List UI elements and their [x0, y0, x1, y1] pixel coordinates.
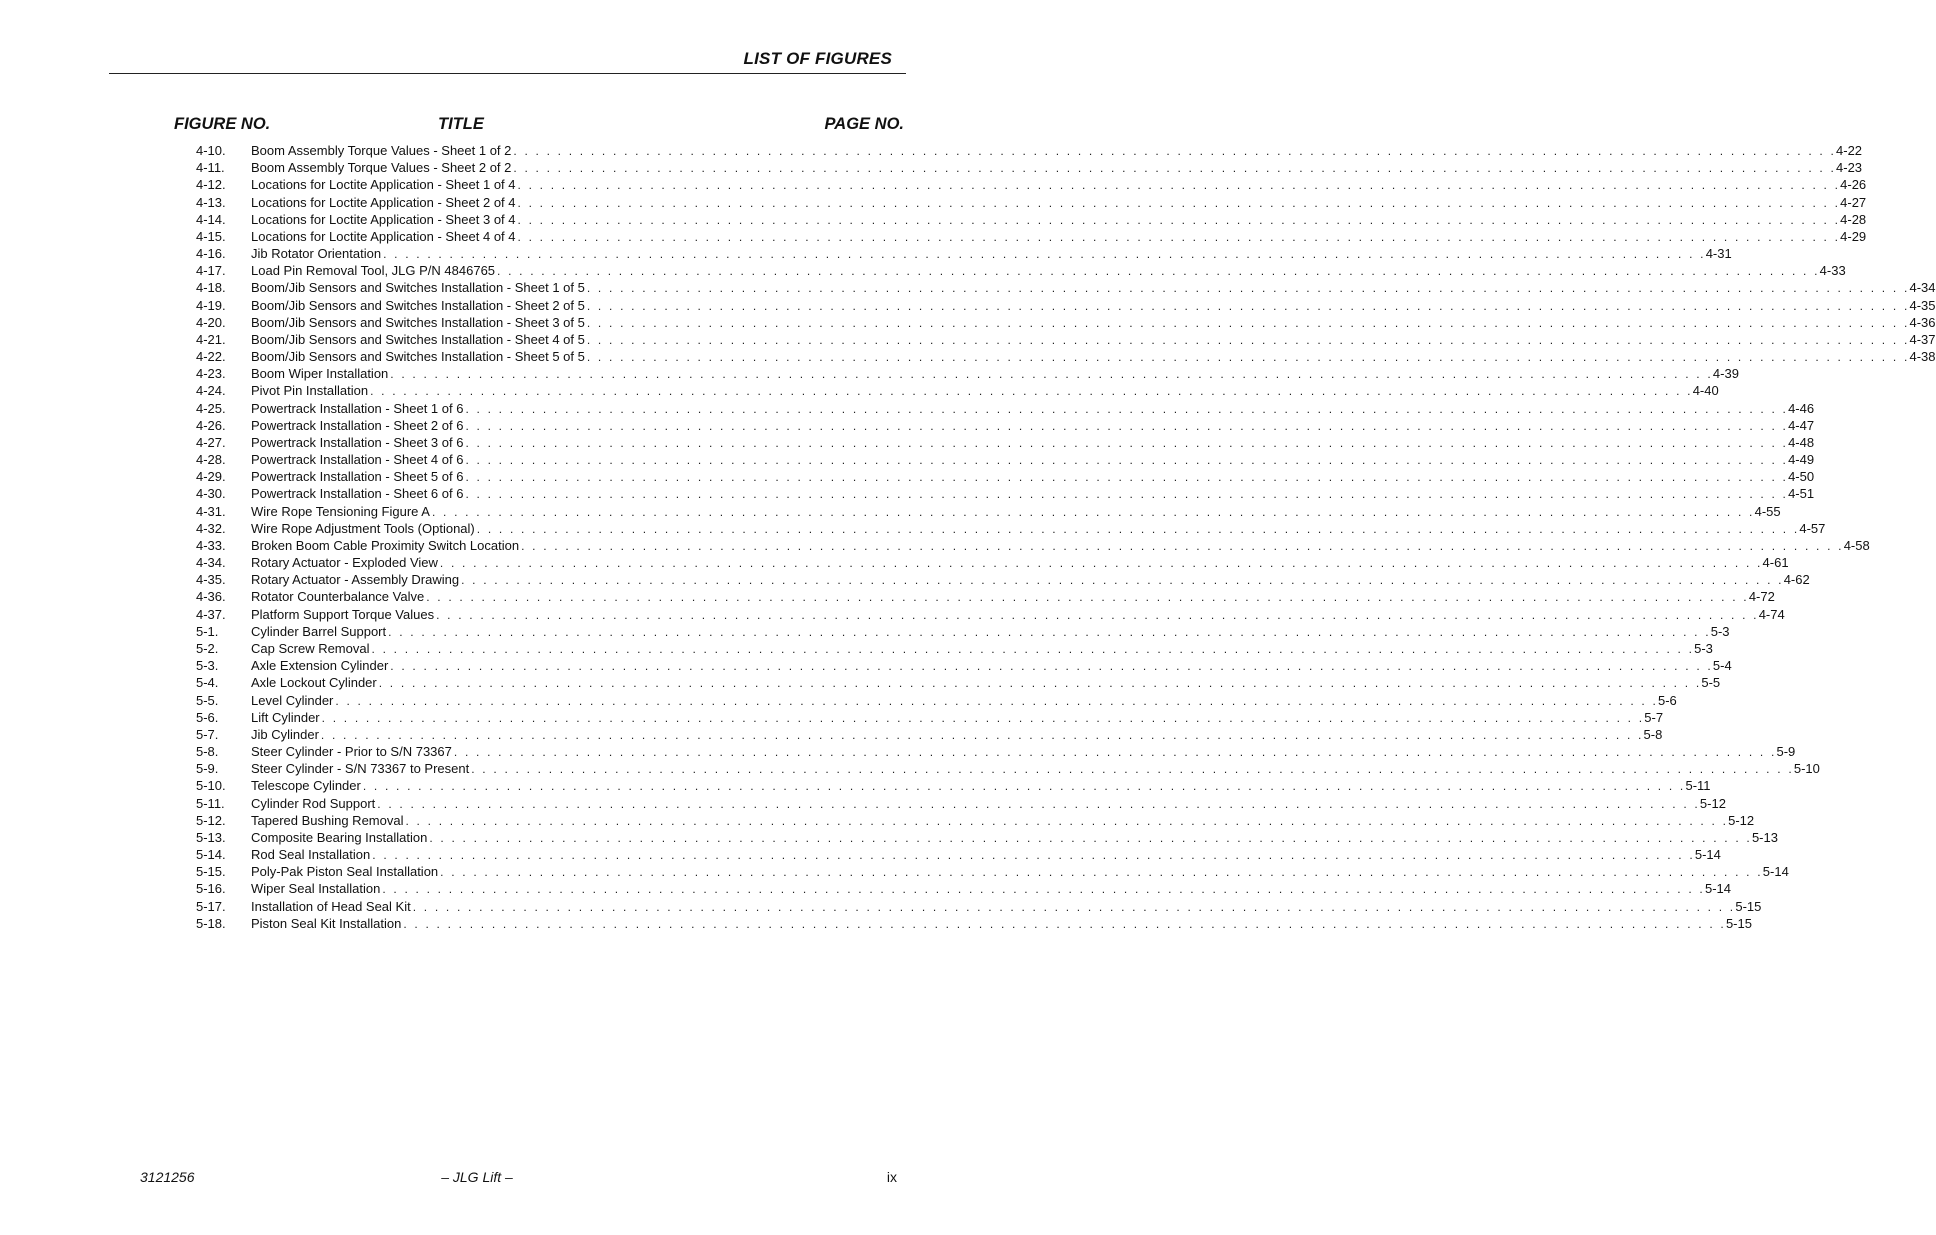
dot-leader: . . . . . . . . . . . . . . . . . . . . . . . . . . . . . . . . . . . . . . . . . . . . . . . . . . . . . . . . . . . . . . . . . . . . . . . . . . . . . . . . . . . . . . . . . . . . . . . . . . . . . . . . . . . . . . . . . . . . . . . . [390, 367, 1713, 382]
figure-title: Cylinder Barrel Support [251, 623, 387, 639]
figure-list-item [196, 417, 1815, 434]
figure-title: Axle Lockout Cylinder [251, 675, 377, 691]
figure-list-item [196, 829, 1778, 846]
figure-number: 5-3. [196, 658, 219, 674]
figure-list-item [196, 571, 1810, 588]
figure-list-item [196, 640, 1713, 657]
dot-leader: . . . . . . . . . . . . . . . . . . . . . . . . . . . . . . . . . . . . . . . . . . . . . . . . . . . . . . . . . . . . . . . . . . . . . . . . . . . . . . . . . . . . . . . . . . . . . . . . . . . . . . . . . . . . . . . . . . . . . . . . [403, 916, 1726, 931]
figure-number: 5-2. [196, 640, 219, 656]
dot-leader: . . . . . . . . . . . . . . . . . . . . . . . . . . . . . . . . . . . . . . . . . . . . . . . . . . . . . . . . . . . . . . . . . . . . . . . . . . . . . . . . . . . . . . . . . . . . . . . . . . . . . . . . . . . . . . . . . . . . . . . . [436, 607, 1759, 622]
dot-leader: . . . . . . . . . . . . . . . . . . . . . . . . . . . . . . . . . . . . . . . . . . . . . . . . . . . . . . . . . . . . . . . . . . . . . . . . . . . . . . . . . . . . . . . . . . . . . . . . . . . . . . . . . . . . . . . . . . . . . . . . [320, 727, 1644, 742]
figure-list-item [196, 674, 1721, 691]
figure-title: Powertrack Installation - Sheet 2 of 6 [251, 417, 464, 433]
figure-page-number: 5-4 [1712, 658, 1732, 674]
figure-number: 4-33. [196, 537, 226, 553]
figure-title: Tapered Bushing Removal [251, 812, 404, 828]
figure-page-number: 5-11 [1685, 778, 1711, 794]
figure-list-item [196, 468, 1815, 485]
figure-list-item [196, 245, 1732, 262]
figure-list-item [196, 623, 1730, 640]
figure-list-item [196, 365, 1739, 382]
figure-page-number: 5-10 [1793, 761, 1820, 777]
figure-page-number: 4-46 [1788, 400, 1815, 416]
figure-number: 5-7. [196, 726, 219, 742]
figure-page-number: 4-47 [1788, 417, 1815, 433]
figure-list-item [196, 537, 1870, 554]
figure-list-item [196, 142, 1863, 159]
figure-page-number: 5-15 [1725, 915, 1752, 931]
figure-title: Wire Rope Adjustment Tools (Optional) [251, 520, 475, 536]
dot-leader: . . . . . . . . . . . . . . . . . . . . . . . . . . . . . . . . . . . . . . . . . . . . . . . . . . . . . . . . . . . . . . . . . . . . . . . . . . . . . . . . . . . . . . . . . . . . . . . . . . . . . . . . . . . . . . . . . . . . . . . . [465, 418, 1789, 433]
figure-title: Locations for Loctite Application - Sheet 2 of 4 [251, 194, 516, 210]
figure-list-item [196, 692, 1677, 709]
figure-list-item [196, 211, 1867, 228]
figure-title: Powertrack Installation - Sheet 4 of 6 [251, 452, 464, 468]
figure-list-item [196, 795, 1726, 812]
figure-title: Platform Support Torque Values [251, 606, 435, 622]
figure-title: Load Pin Removal Tool, JLG P/N 4846765 [251, 263, 496, 279]
figure-title: Boom Wiper Installation [251, 366, 389, 382]
figure-list-item [196, 262, 1846, 279]
footer-page-number: ix [886, 1169, 897, 1185]
figure-title: Wire Rope Tensioning Figure A [251, 503, 430, 519]
figure-list [196, 142, 1936, 932]
figure-number: 4-16. [196, 246, 226, 262]
figure-title: Powertrack Installation - Sheet 1 of 6 [251, 400, 464, 416]
figure-page-number: 4-51 [1788, 486, 1815, 502]
dot-leader: . . . . . . . . . . . . . . . . . . . . . . . . . . . . . . . . . . . . . . . . . . . . . . . . . . . . . . . . . . . . . . . . . . . . . . . . . . . . . . . . . . . . . . . . . . . . . . . . . . . . . . . . . . . . . . . . . . . . . . . . [388, 624, 1711, 639]
figure-title: Cap Screw Removal [251, 640, 370, 656]
figure-title: Boom/Jib Sensors and Switches Installation - Sheet 3 of 5 [251, 314, 585, 330]
figure-number: 5-8. [196, 744, 219, 760]
figure-list-item [196, 777, 1711, 794]
figure-number: 4-35. [196, 572, 226, 588]
figure-title: Piston Seal Kit Installation [251, 915, 402, 931]
dot-leader: . . . . . . . . . . . . . . . . . . . . . . . . . . . . . . . . . . . . . . . . . . . . . . . . . . . . . . . . . . . . . . . . . . . . . . . . . . . . . . . . . . . . . . . . . . . . . . . . . . . . . . . . . . . . . . . . . . . . . . . . [465, 435, 1789, 450]
figure-number: 5-11. [196, 795, 225, 811]
dot-leader: . . . . . . . . . . . . . . . . . . . . . . . . . . . . . . . . . . . . . . . . . . . . . . . . . . . . . . . . . . . . . . . . . . . . . . . . . . . . . . . . . . . . . . . . . . . . . . . . . . . . . . . . . . . . . . . . . . . . . . . . [521, 538, 1844, 553]
figure-page-number: 4-55 [1754, 503, 1781, 519]
footer-center-text: – JLG Lift – [441, 1169, 513, 1185]
figure-page-number: 4-72 [1748, 589, 1775, 605]
figure-number: 4-31. [196, 503, 226, 519]
figure-page-number: 4-36 [1909, 314, 1936, 330]
dot-leader: . . . . . . . . . . . . . . . . . . . . . . . . . . . . . . . . . . . . . . . . . . . . . . . . . . . . . . . . . . . . . . . . . . . . . . . . . . . . . . . . . . . . . . . . . . . . . . . . . . . . . . . . . . . . . . . . . . . . . . . . [362, 779, 1686, 794]
dot-leader: . . . . . . . . . . . . . . . . . . . . . . . . . . . . . . . . . . . . . . . . . . . . . . . . . . . . . . . . . . . . . . . . . . . . . . . . . . . . . . . . . . . . . . . . . . . . . . . . . . . . . . . . . . . . . . . . . . . . . . . . [335, 693, 1658, 708]
figure-list-item [196, 434, 1815, 451]
figure-title: Powertrack Installation - Sheet 3 of 6 [251, 434, 464, 450]
figure-title: Jib Rotator Orientation [251, 246, 382, 262]
figure-number: 4-32. [196, 520, 226, 536]
figure-title: Boom Assembly Torque Values - Sheet 1 of 2 [251, 143, 512, 158]
figure-number: 4-28. [196, 452, 226, 468]
figure-title: Steer Cylinder - S/N 73367 to Present [251, 761, 470, 777]
column-header-figure-no: FIGURE NO. [174, 115, 271, 133]
figure-list-item [196, 588, 1775, 605]
figure-number: 4-15. [196, 228, 226, 244]
figure-number: 4-22. [196, 349, 226, 365]
figure-list-item [196, 228, 1867, 245]
figure-title: Rod Seal Installation [251, 847, 371, 863]
figure-list-item [196, 348, 1936, 365]
figure-list-item [196, 812, 1755, 829]
figure-title: Axle Extension Cylinder [251, 658, 389, 674]
figure-number: 4-13. [196, 194, 226, 210]
dot-leader: . . . . . . . . . . . . . . . . . . . . . . . . . . . . . . . . . . . . . . . . . . . . . . . . . . . . . . . . . . . . . . . . . . . . . . . . . . . . . . . . . . . . . . . . . . . . . . . . . . . . . . . . . . . . . . . . . . . . . . . . [513, 161, 1837, 176]
figure-page-number: 4-35 [1909, 297, 1936, 313]
figure-page-number: 5-12 [1699, 795, 1726, 811]
figure-page-number: 4-58 [1843, 537, 1870, 553]
figure-list-item [196, 331, 1936, 348]
figure-title: Composite Bearing Installation [251, 829, 428, 845]
figure-list-item [196, 554, 1789, 571]
figure-title: Poly-Pak Piston Seal Installation [251, 864, 439, 880]
figure-list-item [196, 314, 1936, 331]
figure-page-number: 5-13 [1751, 829, 1778, 845]
figure-title: Locations for Loctite Application - Sheet 4 of 4 [251, 228, 516, 244]
figure-number: 5-15. [196, 864, 226, 880]
figure-title: Locations for Loctite Application - Sheet 1 of 4 [251, 177, 516, 193]
figure-number: 4-12. [196, 177, 226, 193]
dot-leader: . . . . . . . . . . . . . . . . . . . . . . . . . . . . . . . . . . . . . . . . . . . . . . . . . . . . . . . . . . . . . . . . . . . . . . . . . . . . . . . . . . . . . . . . . . . . . . . . . . . . . . . . . . . . . . . . . . . . . . . . [471, 762, 1794, 777]
figure-number: 4-36. [196, 589, 226, 605]
dot-leader: . . . . . . . . . . . . . . . . . . . . . . . . . . . . . . . . . . . . . . . . . . . . . . . . . . . . . . . . . . . . . . . . . . . . . . . . . . . . . . . . . . . . . . . . . . . . . . . . . . . . . . . . . . . . . . . . . . . . . . . . [390, 659, 1713, 674]
figure-number: 4-10. [196, 143, 226, 158]
dot-leader: . . . . . . . . . . . . . . . . . . . . . . . . . . . . . . . . . . . . . . . . . . . . . . . . . . . . . . . . . . . . . . . . . . . . . . . . . . . . . . . . . . . . . . . . . . . . . . . . . . . . . . . . . . . . . . . . . . . . . . . . [517, 178, 1841, 193]
figure-number: 5-17. [196, 898, 226, 914]
figure-number: 5-12. [196, 812, 226, 828]
column-header-page-no: PAGE NO. [824, 115, 904, 133]
figure-number: 4-18. [196, 280, 226, 296]
figure-title: Rotary Actuator - Exploded View [251, 555, 438, 571]
dot-leader: . . . . . . . . . . . . . . . . . . . . . . . . . . . . . . . . . . . . . . . . . . . . . . . . . . . . . . . . . . . . . . . . . . . . . . . . . . . . . . . . . . . . . . . . . . . . . . . . . . . . . . . . . . . . . . . . . . . . . . . . [461, 573, 1784, 588]
figure-list-item [196, 657, 1732, 674]
figure-page-number: 4-38 [1909, 349, 1936, 365]
figure-title: Level Cylinder [251, 692, 334, 708]
header-rule [109, 73, 906, 74]
figure-title: Rotator Counterbalance Valve [251, 589, 425, 605]
figure-page-number: 5-12 [1728, 812, 1755, 828]
dot-leader: . . . . . . . . . . . . . . . . . . . . . . . . . . . . . . . . . . . . . . . . . . . . . . . . . . . . . . . . . . . . . . . . . . . . . . . . . . . . . . . . . . . . . . . . . . . . . . . . . . . . . . . . . . . . . . . . . . . . . . . . [517, 195, 1841, 210]
figure-page-number: 4-62 [1783, 572, 1810, 588]
figure-number: 4-14. [196, 211, 226, 227]
figure-number: 5-6. [196, 709, 219, 725]
figure-list-item [196, 898, 1762, 915]
figure-title: Boom/Jib Sensors and Switches Installation - Sheet 2 of 5 [251, 297, 585, 313]
figure-list-item [196, 485, 1815, 502]
dot-leader: . . . . . . . . . . . . . . . . . . . . . . . . . . . . . . . . . . . . . . . . . . . . . . . . . . . . . . . . . . . . . . . . . . . . . . . . . . . . . . . . . . . . . . . . . . . . . . . . . . . . . . . . . . . . . . . . . . . . . . . . [517, 212, 1841, 227]
figure-page-number: 5-6 [1658, 692, 1677, 708]
figure-page-number: 5-3 [1694, 640, 1713, 656]
figure-number: 4-37. [196, 606, 226, 622]
dot-leader: . . . . . . . . . . . . . . . . . . . . . . . . . . . . . . . . . . . . . . . . . . . . . . . . . . . . . . . . . . . . . . . . . . . . . . . . . . . . . . . . . . . . . . . . . . . . . . . . . . . . . . . . . . . . . . . . . . . . . . . . [476, 521, 1800, 536]
figure-page-number: 4-40 [1692, 383, 1719, 399]
figure-list-item [196, 846, 1721, 863]
figure-page-number: 5-15 [1735, 898, 1762, 914]
figure-list-item [196, 503, 1781, 520]
dot-leader: . . . . . . . . . . . . . . . . . . . . . . . . . . . . . . . . . . . . . . . . . . . . . . . . . . . . . . . . . . . . . . . . . . . . . . . . . . . . . . . . . . . . . . . . . . . . . . . . . . . . . . . . . . . . . . . . . . . . . . . . [372, 848, 1695, 863]
figure-number: 4-19. [196, 297, 226, 313]
figure-list-item [196, 520, 1826, 537]
figure-list-item [196, 606, 1785, 623]
figure-number: 5-13. [196, 829, 226, 845]
figure-number: 4-11. [196, 160, 225, 176]
figure-title: Telescope Cylinder [251, 778, 361, 794]
figure-title: Cylinder Rod Support [251, 795, 376, 811]
dot-leader: . . . . . . . . . . . . . . . . . . . . . . . . . . . . . . . . . . . . . . . . . . . . . . . . . . . . . . . . . . . . . . . . . . . . . . . . . . . . . . . . . . . . . . . . . . . . . . . . . . . . . . . . . . . . . . . . . . . . . . . . [586, 281, 1910, 296]
figure-list-item [196, 279, 1936, 296]
figure-number: 5-1. [196, 623, 219, 639]
figure-number: 4-21. [196, 331, 226, 347]
figure-page-number: 4-29 [1840, 228, 1867, 244]
dot-leader: . . . . . . . . . . . . . . . . . . . . . . . . . . . . . . . . . . . . . . . . . . . . . . . . . . . . . . . . . . . . . . . . . . . . . . . . . . . . . . . . . . . . . . . . . . . . . . . . . . . . . . . . . . . . . . . . . . . . . . . . [383, 247, 1706, 262]
figure-number: 4-23. [196, 366, 226, 382]
figure-title: Boom/Jib Sensors and Switches Installation - Sheet 5 of 5 [251, 349, 585, 365]
dot-leader: . . . . . . . . . . . . . . . . . . . . . . . . . . . . . . . . . . . . . . . . . . . . . . . . . . . . . . . . . . . . . . . . . . . . . . . . . . . . . . . . . . . . . . . . . . . . . . . . . . . . . . . . . . . . . . . . . . . . . . . . [405, 813, 1729, 828]
figure-page-number: 4-39 [1712, 366, 1739, 382]
figure-number: 4-26. [196, 417, 226, 433]
figure-page-number: 4-49 [1788, 452, 1815, 468]
figure-title: Rotary Actuator - Assembly Drawing [251, 572, 460, 588]
figure-title: Jib Cylinder [251, 726, 319, 742]
dot-leader: . . . . . . . . . . . . . . . . . . . . . . . . . . . . . . . . . . . . . . . . . . . . . . . . . . . . . . . . . . . . . . . . . . . . . . . . . . . . . . . . . . . . . . . . . . . . . . . . . . . . . . . . . . . . . . . . . . . . . . . . [370, 384, 1693, 399]
figure-page-number: 4-34 [1909, 280, 1936, 296]
figure-number: 5-18. [196, 915, 226, 931]
dot-leader: . . . . . . . . . . . . . . . . . . . . . . . . . . . . . . . . . . . . . . . . . . . . . . . . . . . . . . . . . . . . . . . . . . . . . . . . . . . . . . . . . . . . . . . . . . . . . . . . . . . . . . . . . . . . . . . . . . . . . . . . [586, 332, 1910, 347]
dot-leader: . . . . . . . . . . . . . . . . . . . . . . . . . . . . . . . . . . . . . . . . . . . . . . . . . . . . . . . . . . . . . . . . . . . . . . . . . . . . . . . . . . . . . . . . . . . . . . . . . . . . . . . . . . . . . . . . . . . . . . . . [377, 796, 1700, 811]
figure-list-item [196, 880, 1731, 897]
dot-leader: . . . . . . . . . . . . . . . . . . . . . . . . . . . . . . . . . . . . . . . . . . . . . . . . . . . . . . . . . . . . . . . . . . . . . . . . . . . . . . . . . . . . . . . . . . . . . . . . . . . . . . . . . . . . . . . . . . . . . . . . [321, 710, 1645, 725]
figure-list-item [196, 194, 1867, 211]
figure-page-number: 5-7 [1644, 709, 1664, 725]
page-header-title: LIST OF FIGURES [743, 49, 892, 68]
figure-number: 5-5. [196, 692, 219, 708]
figure-page-number: 4-48 [1788, 434, 1815, 450]
dot-leader: . . . . . . . . . . . . . . . . . . . . . . . . . . . . . . . . . . . . . . . . . . . . . . . . . . . . . . . . . . . . . . . . . . . . . . . . . . . . . . . . . . . . . . . . . . . . . . . . . . . . . . . . . . . . . . . . . . . . . . . . [378, 676, 1702, 691]
figure-page-number: 4-28 [1840, 211, 1867, 227]
dot-leader: . . . . . . . . . . . . . . . . . . . . . . . . . . . . . . . . . . . . . . . . . . . . . . . . . . . . . . . . . . . . . . . . . . . . . . . . . . . . . . . . . . . . . . . . . . . . . . . . . . . . . . . . . . . . . . . . . . . . . . . . [453, 745, 1777, 760]
figure-number: 5-9. [196, 761, 219, 777]
figure-page-number: 4-37 [1909, 331, 1936, 347]
dot-leader: . . . . . . . . . . . . . . . . . . . . . . . . . . . . . . . . . . . . . . . . . . . . . . . . . . . . . . . . . . . . . . . . . . . . . . . . . . . . . . . . . . . . . . . . . . . . . . . . . . . . . . . . . . . . . . . . . . . . . . . . [465, 453, 1789, 468]
figure-title: Steer Cylinder - Prior to S/N 73367 [251, 744, 452, 760]
dot-leader: . . . . . . . . . . . . . . . . . . . . . . . . . . . . . . . . . . . . . . . . . . . . . . . . . . . . . . . . . . . . . . . . . . . . . . . . . . . . . . . . . . . . . . . . . . . . . . . . . . . . . . . . . . . . . . . . . . . . . . . . [465, 487, 1789, 502]
column-header-title: TITLE [438, 115, 484, 133]
figure-title: Powertrack Installation - Sheet 6 of 6 [251, 486, 464, 502]
dot-leader: . . . . . . . . . . . . . . . . . . . . . . . . . . . . . . . . . . . . . . . . . . . . . . . . . . . . . . . . . . . . . . . . . . . . . . . . . . . . . . . . . . . . . . . . . . . . . . . . . . . . . . . . . . . . . . . . . . . . . . . . [517, 229, 1841, 244]
figure-page-number: 5-14 [1762, 864, 1789, 880]
figure-list-item [196, 863, 1789, 880]
figure-page-number: 5-14 [1694, 847, 1721, 863]
figure-title: Pivot Pin Installation [251, 383, 369, 399]
figure-list-item [196, 451, 1815, 468]
figure-title: Wiper Seal Installation [251, 881, 381, 897]
figure-number: 4-24. [196, 383, 226, 399]
figure-list-item [196, 709, 1664, 726]
dot-leader: . . . . . . . . . . . . . . . . . . . . . . . . . . . . . . . . . . . . . . . . . . . . . . . . . . . . . . . . . . . . . . . . . . . . . . . . . . . . . . . . . . . . . . . . . . . . . . . . . . . . . . . . . . . . . . . . . . . . . . . . [586, 350, 1910, 365]
dot-leader: . . . . . . . . . . . . . . . . . . . . . . . . . . . . . . . . . . . . . . . . . . . . . . . . . . . . . . . . . . . . . . . . . . . . . . . . . . . . . . . . . . . . . . . . . . . . . . . . . . . . . . . . . . . . . . . . . . . . . . . . [426, 590, 1749, 605]
dot-leader: . . . . . . . . . . . . . . . . . . . . . . . . . . . . . . . . . . . . . . . . . . . . . . . . . . . . . . . . . . . . . . . . . . . . . . . . . . . . . . . . . . . . . . . . . . . . . . . . . . . . . . . . . . . . . . . . . . . . . . . . [439, 556, 1763, 571]
figure-number: 5-4. [196, 675, 219, 691]
figure-number: 5-16. [196, 881, 226, 897]
figure-title: Lift Cylinder [251, 709, 320, 725]
figure-page-number: 4-26 [1840, 177, 1867, 193]
figure-number: 5-10. [196, 778, 226, 794]
figure-page-number: 5-14 [1704, 881, 1731, 897]
figure-number: 5-14. [196, 847, 226, 863]
dot-leader: . . . . . . . . . . . . . . . . . . . . . . . . . . . . . . . . . . . . . . . . . . . . . . . . . . . . . . . . . . . . . . . . . . . . . . . . . . . . . . . . . . . . . . . . . . . . . . . . . . . . . . . . . . . . . . . . . . . . . . . . [431, 504, 1755, 519]
figure-page-number: 5-3 [1710, 623, 1730, 639]
dot-leader: . . . . . . . . . . . . . . . . . . . . . . . . . . . . . . . . . . . . . . . . . . . . . . . . . . . . . . . . . . . . . . . . . . . . . . . . . . . . . . . . . . . . . . . . . . . . . . . . . . . . . . . . . . . . . . . . . . . . . . . . [429, 830, 1752, 845]
figure-number: 4-25. [196, 400, 226, 416]
figure-number: 4-34. [196, 555, 226, 571]
figure-title: Boom Assembly Torque Values - Sheet 2 of 2 [251, 160, 512, 176]
dot-leader: . . . . . . . . . . . . . . . . . . . . . . . . . . . . . . . . . . . . . . . . . . . . . . . . . . . . . . . . . . . . . . . . . . . . . . . . . . . . . . . . . . . . . . . . . . . . . . . . . . . . . . . . . . . . . . . . . . . . . . . . [465, 401, 1789, 416]
figure-list-item [196, 382, 1719, 399]
dot-leader: . . . . . . . . . . . . . . . . . . . . . . . . . . . . . . . . . . . . . . . . . . . . . . . . . . . . . . . . . . . . . . . . . . . . . . . . . . . . . . . . . . . . . . . . . . . . . . . . . . . . . . . . . . . . . . . . . . . . . . . . [412, 899, 1736, 914]
figure-list-item [196, 760, 1820, 777]
figure-page-number: 5-5 [1701, 675, 1721, 691]
figure-list-item [196, 176, 1867, 193]
figure-page-number: 4-23 [1836, 160, 1863, 176]
dot-leader: . . . . . . . . . . . . . . . . . . . . . . . . . . . . . . . . . . . . . . . . . . . . . . . . . . . . . . . . . . . . . . . . . . . . . . . . . . . . . . . . . . . . . . . . . . . . . . . . . . . . . . . . . . . . . . . . . . . . . . . . [513, 144, 1837, 158]
dot-leader: . . . . . . . . . . . . . . . . . . . . . . . . . . . . . . . . . . . . . . . . . . . . . . . . . . . . . . . . . . . . . . . . . . . . . . . . . . . . . . . . . . . . . . . . . . . . . . . . . . . . . . . . . . . . . . . . . . . . . . . . [382, 882, 1705, 897]
figure-page-number: 4-33 [1819, 263, 1846, 279]
figure-page-number: 4-27 [1840, 194, 1867, 210]
figure-title: Boom/Jib Sensors and Switches Installation - Sheet 1 of 5 [251, 280, 585, 296]
figure-number: 4-30. [196, 486, 226, 502]
figure-page-number: 5-8 [1643, 726, 1663, 742]
figure-title: Broken Boom Cable Proximity Switch Location [251, 537, 520, 553]
dot-leader: . . . . . . . . . . . . . . . . . . . . . . . . . . . . . . . . . . . . . . . . . . . . . . . . . . . . . . . . . . . . . . . . . . . . . . . . . . . . . . . . . . . . . . . . . . . . . . . . . . . . . . . . . . . . . . . . . . . . . . . . [440, 865, 1763, 880]
figure-list-item [196, 159, 1863, 176]
dot-leader: . . . . . . . . . . . . . . . . . . . . . . . . . . . . . . . . . . . . . . . . . . . . . . . . . . . . . . . . . . . . . . . . . . . . . . . . . . . . . . . . . . . . . . . . . . . . . . . . . . . . . . . . . . . . . . . . . . . . . . . . [586, 298, 1910, 313]
figure-list-item [196, 400, 1815, 417]
dot-leader: . . . . . . . . . . . . . . . . . . . . . . . . . . . . . . . . . . . . . . . . . . . . . . . . . . . . . . . . . . . . . . . . . . . . . . . . . . . . . . . . . . . . . . . . . . . . . . . . . . . . . . . . . . . . . . . . . . . . . . . . [371, 641, 1695, 656]
dot-leader: . . . . . . . . . . . . . . . . . . . . . . . . . . . . . . . . . . . . . . . . . . . . . . . . . . . . . . . . . . . . . . . . . . . . . . . . . . . . . . . . . . . . . . . . . . . . . . . . . . . . . . . . . . . . . . . . . . . . . . . . [497, 264, 1820, 279]
figure-page-number: 4-74 [1758, 606, 1785, 622]
dot-leader: . . . . . . . . . . . . . . . . . . . . . . . . . . . . . . . . . . . . . . . . . . . . . . . . . . . . . . . . . . . . . . . . . . . . . . . . . . . . . . . . . . . . . . . . . . . . . . . . . . . . . . . . . . . . . . . . . . . . . . . . [586, 315, 1910, 330]
figure-title: Installation of Head Seal Kit [251, 898, 411, 914]
figure-page-number: 5-9 [1776, 744, 1796, 760]
figure-list-item [196, 726, 1663, 743]
dot-leader: . . . . . . . . . . . . . . . . . . . . . . . . . . . . . . . . . . . . . . . . . . . . . . . . . . . . . . . . . . . . . . . . . . . . . . . . . . . . . . . . . . . . . . . . . . . . . . . . . . . . . . . . . . . . . . . . . . . . . . . . [465, 470, 1789, 485]
figure-title: Locations for Loctite Application - Sheet 3 of 4 [251, 211, 516, 227]
figure-page-number: 4-31 [1705, 246, 1732, 262]
figure-number: 4-27. [196, 434, 226, 450]
figure-page-number: 4-22 [1836, 143, 1863, 158]
figure-page-number: 4-57 [1799, 520, 1826, 536]
footer-doc-number: 3121256 [140, 1169, 195, 1185]
figure-title: Boom/Jib Sensors and Switches Installation - Sheet 4 of 5 [251, 331, 585, 347]
figure-number: 4-20. [196, 314, 226, 330]
figure-number: 4-29. [196, 469, 226, 485]
figure-list-item [196, 915, 1752, 932]
figure-list-item [196, 743, 1796, 760]
figure-list-item [196, 297, 1936, 314]
figure-page-number: 4-61 [1762, 555, 1789, 571]
figure-number: 4-17. [196, 263, 226, 279]
figure-title: Powertrack Installation - Sheet 5 of 6 [251, 469, 464, 485]
figure-page-number: 4-50 [1788, 469, 1815, 485]
